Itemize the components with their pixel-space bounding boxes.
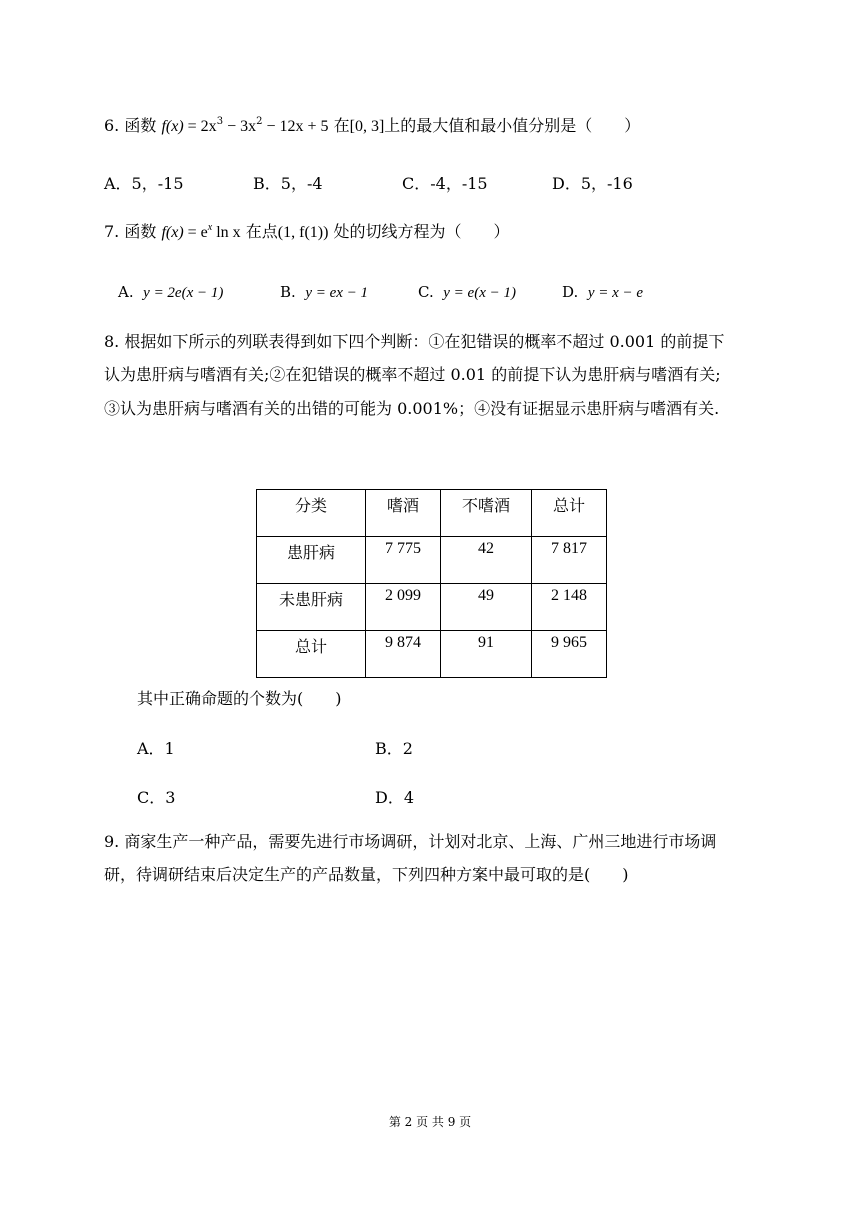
q6-stem (104, 116, 640, 137)
page-footer: 第 2 页 共 9 页 (388, 1115, 472, 1129)
q6-fx: f(x) (161, 118, 184, 135)
q6-interval: [0, 3] (349, 118, 385, 135)
table-cell: 2 099 (366, 584, 441, 631)
q6-exp2: 2 (256, 116, 263, 127)
q8-line-2: 认为患肝病与嗜酒有关;②在犯错误的概率不超过 0.01 的前提下认为患肝病与嗜酒有关; (104, 365, 721, 384)
q6-choice-b: B．5，-4 (253, 174, 323, 193)
q7-exp: x (207, 222, 213, 233)
contingency-table (256, 489, 607, 678)
table-cell: 91 (441, 631, 532, 678)
q7-choice-c-eq: y = e(x − 1) (443, 285, 516, 301)
table-cell: 不嗜酒 (441, 490, 532, 537)
q7-choice-d-eq: y = x − e (587, 285, 644, 301)
table-row (257, 490, 607, 537)
q7-eq: = e (183, 224, 208, 241)
table-row (257, 631, 607, 678)
q8-line-1: 8. 根据如下所示的列联表得到如下四个判断：①在犯错误的概率不超过 0.001 的前提下 (104, 332, 725, 351)
q7-prefix: 7. 函数 (104, 222, 162, 241)
q7-choice-b-label: B. (280, 283, 296, 301)
q7-choice-b-eq: y = ex − 1 (305, 285, 369, 301)
table-cell: 7 817 (532, 537, 607, 584)
q6-eq: = 2x (183, 118, 217, 135)
table-cell: 49 (441, 584, 532, 631)
table-cell: 总计 (257, 631, 366, 678)
q6-mid2: − 12x + 5 (262, 118, 329, 135)
q7-fx: f(x) (161, 224, 184, 241)
q6-choice-a: A．5，-15 (104, 174, 184, 193)
table-cell: 总计 (532, 490, 607, 537)
q7-stem (104, 222, 510, 243)
table-row (257, 537, 607, 584)
q9-line-2: 研，待调研结束后决定生产的产品数量，下列四种方案中最可取的是( ) (104, 865, 629, 884)
q6-tail2: 上的最大值和最小值分别是（ ） (384, 116, 641, 135)
q7-point: (1, f(1)) (277, 224, 329, 241)
table-cell: 分类 (257, 490, 366, 537)
q7-choice-a-eq: y = 2e(x − 1) (143, 285, 224, 301)
table-cell: 9 965 (532, 631, 607, 678)
q8-line-3: ③认为患肝病与嗜酒有关的出错的可能为 0.001%；④没有证据显示患肝病与嗜酒有关. (104, 399, 720, 418)
q8-choice-c: C．3 (137, 788, 176, 807)
q8-choice-d: D．4 (375, 788, 415, 807)
q9-line-1: 9. 商家生产一种产品，需要先进行市场调研，计划对北京、上海、广州三地进行市场调 (104, 832, 717, 851)
q7-choice-a (118, 283, 223, 302)
table-cell: 2 148 (532, 584, 607, 631)
q7-choice-d (562, 283, 643, 302)
q7-choice-c (418, 283, 516, 302)
q8-question: 其中正确命题的个数为( ) (137, 689, 342, 708)
q7-at: 在点 (240, 222, 278, 241)
table-cell: 患肝病 (257, 537, 366, 584)
q7-ln: ln x (212, 224, 241, 241)
q7-choice-d-label: D. (562, 283, 579, 301)
q7-tail: 处的切线方程为（ ） (328, 222, 510, 241)
q6-choice-c: C．-4，-15 (402, 174, 488, 193)
q7-choice-c-label: C. (418, 283, 434, 301)
table-row (257, 584, 607, 631)
q7-choice-a-label: A. (118, 283, 134, 301)
q6-mid1: − 3x (223, 118, 257, 135)
table-cell: 未患肝病 (257, 584, 366, 631)
q7-choice-b (280, 283, 368, 302)
q6-prefix: 6. 函数 (104, 116, 162, 135)
table-cell: 7 775 (366, 537, 441, 584)
q8-choice-a: A．1 (137, 739, 175, 758)
q8-choice-b: B．2 (375, 739, 413, 758)
q6-tail1: 在 (328, 116, 350, 135)
q6-choice-d: D．5，-16 (552, 174, 633, 193)
table-cell: 42 (441, 537, 532, 584)
table-cell: 嗜酒 (366, 490, 441, 537)
q6-exp3: 3 (216, 116, 224, 127)
table-cell: 9 874 (366, 631, 441, 678)
